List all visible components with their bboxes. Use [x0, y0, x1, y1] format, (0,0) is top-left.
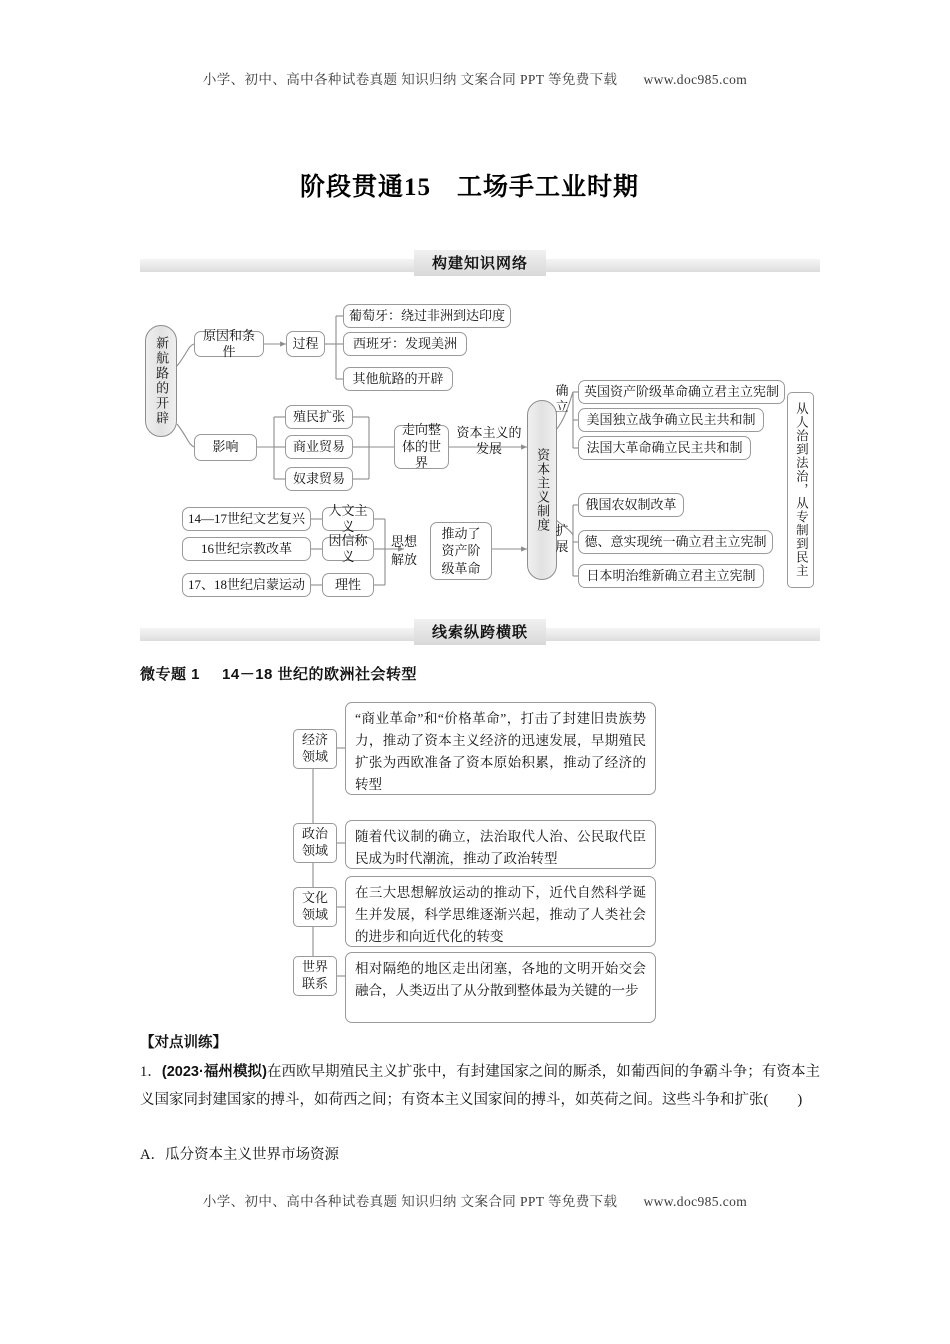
- node-establish-britain: [578, 380, 785, 404]
- transform-label-economy: [293, 729, 337, 769]
- transform-text-culture: 在三大思想解放运动的推动下，近代自然科学诞生并发展，科学思维逐渐兴起，推动了人类社会的进步和向近代化的转变: [345, 876, 656, 947]
- micro-topic-heading: [140, 663, 417, 684]
- transform-text-economy: “商业革命”和“价格革命”，打击了封建旧贵族势力，推动了资本主义经济的迅速发展，早期殖民扩张为西欧准备了资本原始积累，推动了经济的转型: [345, 702, 656, 795]
- caption-ideological-emancipation: 思想解放: [390, 534, 417, 567]
- running-head-text: 小学、初中、高中各种试卷真题 知识归纳 文案合同 PPT 等免费下载: [202, 72, 618, 87]
- node-establish-usa-label: 美国独立战争确立民主共和制: [586, 411, 756, 427]
- node-effect-slave-trade: [285, 467, 353, 491]
- node-push-bourgeois-revolution-label: 推动了资产阶级革命: [441, 525, 481, 576]
- page-title-number: 15: [404, 174, 432, 201]
- running-head-url: www.doc985.com: [643, 72, 748, 87]
- node-movement-reformation-label: 16世纪宗教改革: [200, 540, 292, 556]
- caption-establish: 确立: [555, 383, 569, 415]
- node-process-label: 过程: [292, 335, 319, 351]
- node-causes-conditions-label: 原因和条件: [202, 327, 255, 359]
- node-causes-conditions: [194, 327, 264, 359]
- micro-topic-title: 14－18 世纪的欧洲社会转型: [222, 666, 418, 683]
- section-header-threads-label: 线索纵跨横联: [414, 619, 546, 645]
- transform-label-economy-line1: 经济: [301, 732, 328, 748]
- transform-label-culture-line2: 领域: [301, 907, 328, 922]
- section-header-network-label: 构建知识网络: [414, 250, 546, 276]
- node-establish-usa: [578, 408, 764, 432]
- question-source: (2023·福州模拟): [161, 1064, 267, 1080]
- node-movement-enlightenment-label: 17、18世纪启蒙运动: [188, 576, 306, 592]
- node-idea-reason-label: 理性: [334, 576, 361, 592]
- node-effect-colonial-expansion: [285, 405, 353, 429]
- node-process-item-other-routes: [343, 367, 453, 391]
- node-effect-commerce: [285, 435, 353, 459]
- node-expand-russia-label: 俄国农奴制改革: [585, 496, 677, 512]
- node-establish-britain-label: 英国资产阶级革命确立君主立宪制: [584, 383, 780, 399]
- node-new-routes-label: 新航路的开辟: [154, 336, 170, 426]
- node-establish-france: [578, 436, 751, 460]
- node-process-item-portugal-label: 葡萄牙：绕过非洲到达印度: [349, 307, 506, 323]
- node-movement-renaissance: [182, 507, 311, 531]
- running-foot-url: www.doc985.com: [643, 1194, 748, 1209]
- transform-label-politics-line2: 领域: [301, 843, 328, 858]
- section-header-network: [140, 250, 820, 274]
- node-whole-world-label: 走向整体的世界: [401, 421, 441, 471]
- transform-label-culture-line1: 文化: [301, 890, 328, 906]
- node-capitalist-system-label: 资本主义制度: [535, 448, 551, 532]
- transform-label-politics-line1: 政治: [301, 826, 328, 842]
- node-idea-humanism: [322, 502, 374, 534]
- transform-label-world-line2: 联系: [301, 976, 328, 991]
- page-title: [300, 167, 639, 203]
- exercise-heading: 【对点训练】: [140, 1035, 227, 1051]
- node-expand-japan-label: 日本明治维新确立君主立宪制: [586, 567, 756, 583]
- transform-label-culture: [293, 887, 337, 927]
- node-capitalist-system: [527, 400, 557, 580]
- node-new-routes: [145, 325, 177, 437]
- exercise-question: [140, 1058, 820, 1115]
- caption-expand: 扩展: [555, 523, 569, 555]
- node-idea-justification-by-faith: [322, 532, 374, 564]
- node-movement-reformation: [182, 537, 311, 561]
- node-push-bourgeois-revolution: [430, 522, 492, 580]
- question-number: 1．: [140, 1064, 162, 1080]
- page-title-label: 阶段贯通: [300, 173, 405, 201]
- node-movement-renaissance-label: 14—17世纪文艺复兴: [188, 510, 306, 526]
- node-effect-slave-trade-label: 奴隶贸易: [292, 470, 345, 486]
- running-foot-text: 小学、初中、高中各种试卷真题 知识归纳 文案合同 PPT 等免费下载: [202, 1194, 618, 1209]
- section-header-threads: [140, 619, 820, 643]
- page-title-subject: 工场手工业时期: [457, 173, 640, 201]
- node-idea-humanism-label: 人文主义: [328, 502, 368, 534]
- node-process-item-spain: [343, 332, 467, 356]
- running-foot: [0, 1190, 950, 1210]
- transform-text-politics: 随着代议制的确立，法治取代人治、公民取代臣民成为时代潮流，推动了政治转型: [345, 820, 656, 869]
- exercise-option-a: A．瓜分资本主义世界市场资源: [140, 1147, 339, 1163]
- node-expand-germany-italy: [578, 530, 773, 554]
- transform-label-world: [293, 956, 337, 996]
- transform-label-politics: [293, 823, 337, 863]
- node-idea-reason: [322, 573, 374, 597]
- node-effects: [194, 434, 257, 461]
- node-idea-justification-by-faith-label: 因信称义: [328, 532, 368, 564]
- node-outcome-label: 从人治到法治，从专制到民主: [794, 402, 809, 578]
- node-process: [286, 331, 325, 357]
- running-head: [0, 68, 950, 88]
- node-effects-label: 影响: [212, 439, 239, 455]
- node-expand-japan: [578, 564, 764, 588]
- node-process-item-portugal: [343, 304, 511, 328]
- node-expand-russia: [578, 493, 684, 517]
- node-process-item-spain-label: 西班牙：发现美洲: [352, 335, 457, 351]
- transform-text-world: 相对隔绝的地区走出闭塞，各地的文明开始交会融合，人类迈出了从分散到整体最为关键的一步: [345, 952, 656, 1023]
- question-stem: 在西欧早期殖民主义扩张中，有封建国家之间的厮杀，如葡西间的争霸斗争；有资本主义国家同封建国家的搏斗，如荷西之间；有资本主义国家间的搏斗，如英荷之间。这些斗争和扩张( ): [140, 1064, 821, 1109]
- caption-capitalism-development: 资本主义的发展: [456, 425, 522, 456]
- micro-topic-label: 微专题 1: [140, 666, 201, 683]
- node-establish-france-label: 法国大革命确立民主共和制: [586, 439, 743, 455]
- node-movement-enlightenment: [182, 573, 311, 597]
- node-process-item-other-routes-label: 其他航路的开辟: [352, 370, 444, 386]
- transform-label-world-line1: 世界: [301, 959, 328, 975]
- node-outcome: [787, 392, 814, 588]
- node-expand-germany-italy-label: 德、意实现统一确立君主立宪制: [584, 533, 767, 549]
- node-effect-colonial-expansion-label: 殖民扩张: [292, 408, 345, 424]
- node-whole-world: [394, 421, 449, 471]
- transform-label-economy-line2: 领域: [301, 749, 328, 764]
- node-effect-commerce-label: 商业贸易: [292, 438, 345, 454]
